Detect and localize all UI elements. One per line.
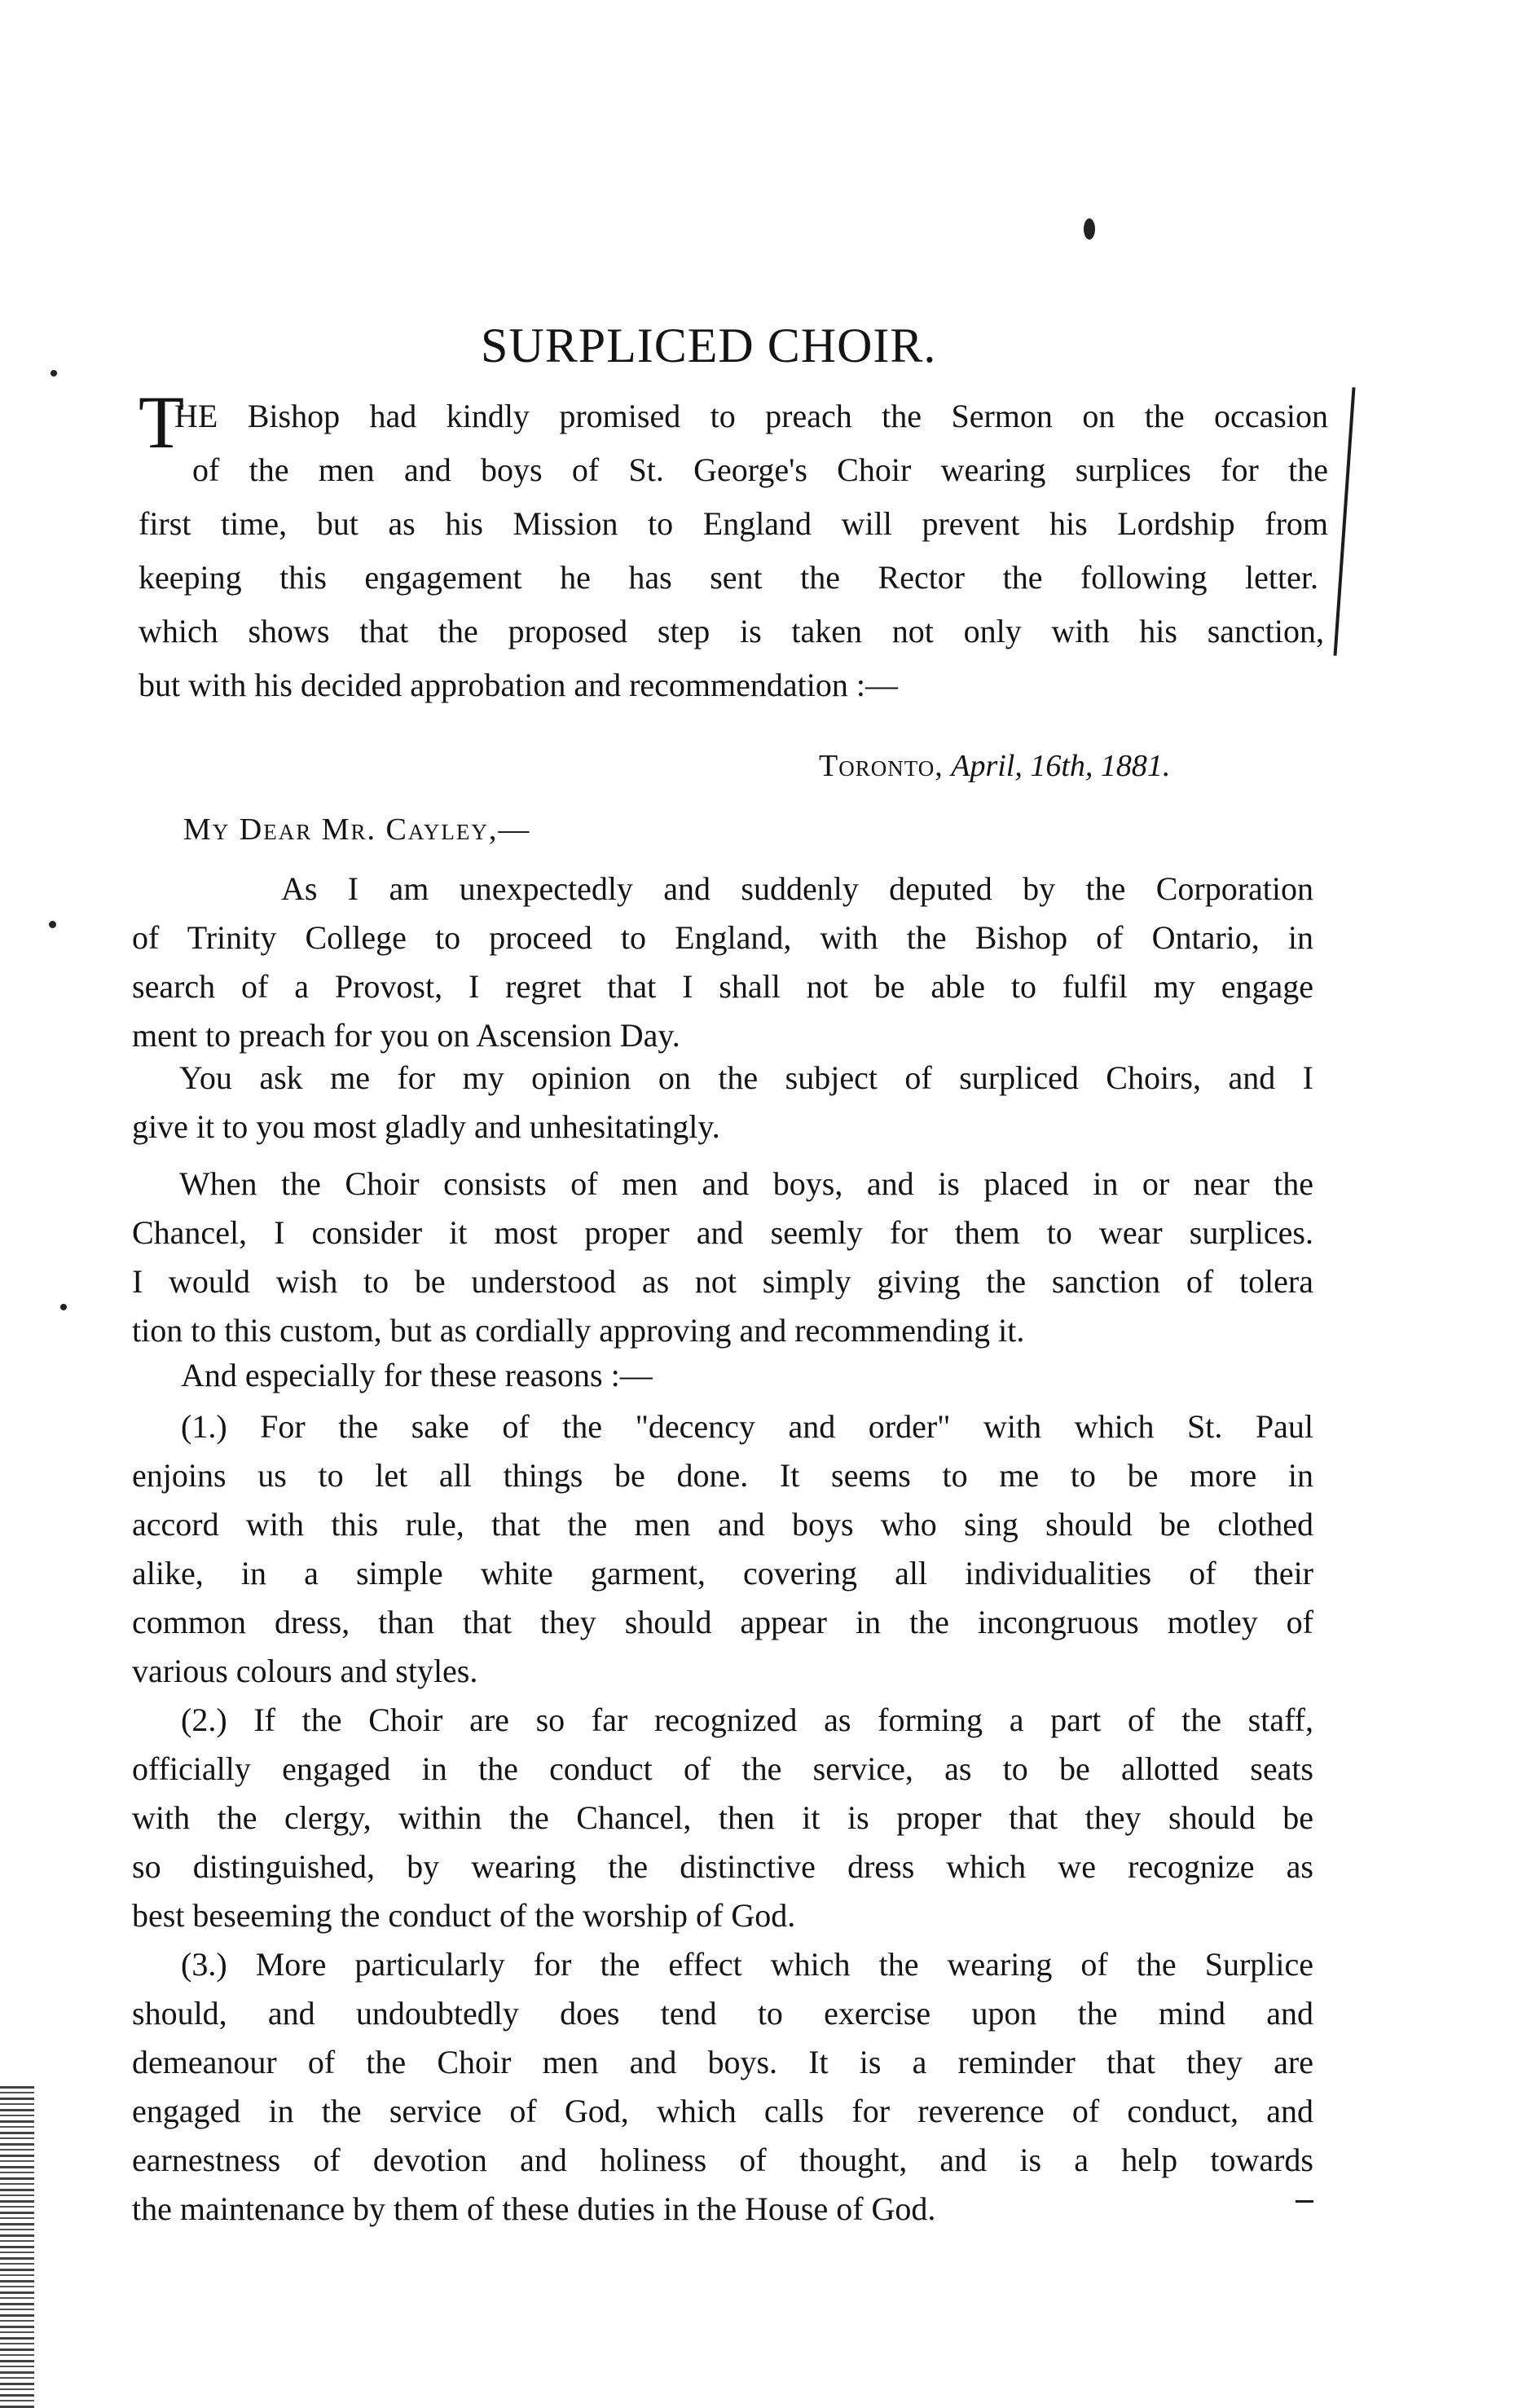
paragraph-line: the maintenance by them of these duties in the House of God. <box>132 2190 936 2227</box>
paragraph-line: search of a Provost, I regret that I shall not be able to fulfil my engage <box>132 968 1313 1005</box>
paragraph-line: And especially for these reasons :— <box>181 1357 653 1393</box>
paragraph-line: (3.) More particularly for the effect which the wearing of the Surplice <box>181 1946 1313 1983</box>
paragraph-line: When the Choir consists of men and boys, and is placed in or near the <box>179 1165 1313 1202</box>
intro-line: first time, but as his Mission to England will prevent his Lordship from <box>139 505 1328 542</box>
paragraph-line: enjoins us to let all things be done. It seems to me to be more in <box>132 1457 1313 1494</box>
ink-speck <box>60 1304 67 1310</box>
intro-line: which shows that the proposed step is taken not only with his sanction, <box>139 613 1324 649</box>
paragraph-line: best beseeming the conduct of the worship of God. <box>132 1897 796 1934</box>
ink-speck <box>51 370 57 376</box>
intro-line: keeping this engagement he has sent the Rector the following letter. <box>139 559 1318 596</box>
paragraph-line: tion to this custom, but as cordially approving and recommending it. <box>132 1312 1025 1349</box>
paragraph-line: so distinguished, by wearing the distinctive dress which we recognize as <box>132 1848 1313 1885</box>
letter-salutation: My Dear Mr. Cayley,— <box>183 812 531 847</box>
paragraph-line: Chancel, I consider it most proper and seemly for them to wear surplices. <box>132 1214 1313 1251</box>
paragraph-line: (2.) If the Choir are so far recognized as forming a part of the staff, <box>181 1701 1313 1738</box>
paragraph-line: give it to you most gladly and unhesitatingly. <box>132 1108 720 1145</box>
intro-line: but with his decided approbation and recommendation :— <box>139 667 898 703</box>
dateline-place: Toronto, <box>819 749 944 783</box>
margin-mark <box>1333 387 1355 655</box>
page-edge-stain <box>0 2086 34 2408</box>
dateline-date: April, 16th, 1881. <box>951 749 1171 783</box>
paragraph-line: with the clergy, within the Chancel, then it is proper that they should be <box>132 1799 1313 1836</box>
paragraph-line: should, and undoubtedly does tend to exercise upon the mind and <box>132 1995 1313 2032</box>
intro-line: HE Bishop had kindly promised to preach the Sermon on the occasion <box>174 398 1328 434</box>
paragraph-line: As I am unexpectedly and suddenly deputed by the Corporation <box>281 870 1313 907</box>
paragraph-line: accord with this rule, that the men and boys who sing should be clothed <box>132 1506 1313 1543</box>
intro-line: of the men and boys of St. George's Choir wearing surplices for the <box>192 451 1328 488</box>
paragraph-line: alike, in a simple white garment, covering all individualities of their <box>132 1555 1313 1591</box>
paragraph-line: various colours and styles. <box>132 1653 478 1689</box>
ink-speck <box>1084 218 1095 240</box>
paragraph-line: common dress, than that they should appear in the incongruous motley of <box>132 1604 1313 1640</box>
letter-dateline <box>819 748 1170 784</box>
paragraph-line: I would wish to be understood as not simply giving the sanction of tolera <box>132 1263 1313 1300</box>
paragraph-line: officially engaged in the conduct of the service, as to be allotted seats <box>132 1750 1313 1787</box>
paragraph-line: engaged in the service of God, which calls for reverence of conduct, and <box>132 2093 1313 2129</box>
paragraph-line: (1.) For the sake of the "decency and order" with which St. Paul <box>181 1408 1313 1445</box>
page-title: SURPLICED CHOIR. <box>481 319 937 372</box>
paragraph-line: You ask me for my opinion on the subject of surpliced Choirs, and I <box>179 1059 1313 1096</box>
paragraph-line: demeanour of the Choir men and boys. It is a reminder that they are <box>132 2044 1313 2080</box>
paragraph-line: earnestness of devotion and holiness of thought, and is a help towards <box>132 2142 1313 2178</box>
drop-cap: T <box>139 381 185 464</box>
paragraph-line: of Trinity College to proceed to England, with the Bishop of Ontario, in <box>132 919 1313 956</box>
ink-speck <box>49 921 56 928</box>
paragraph-line: ment to preach for you on Ascension Day. <box>132 1017 680 1054</box>
